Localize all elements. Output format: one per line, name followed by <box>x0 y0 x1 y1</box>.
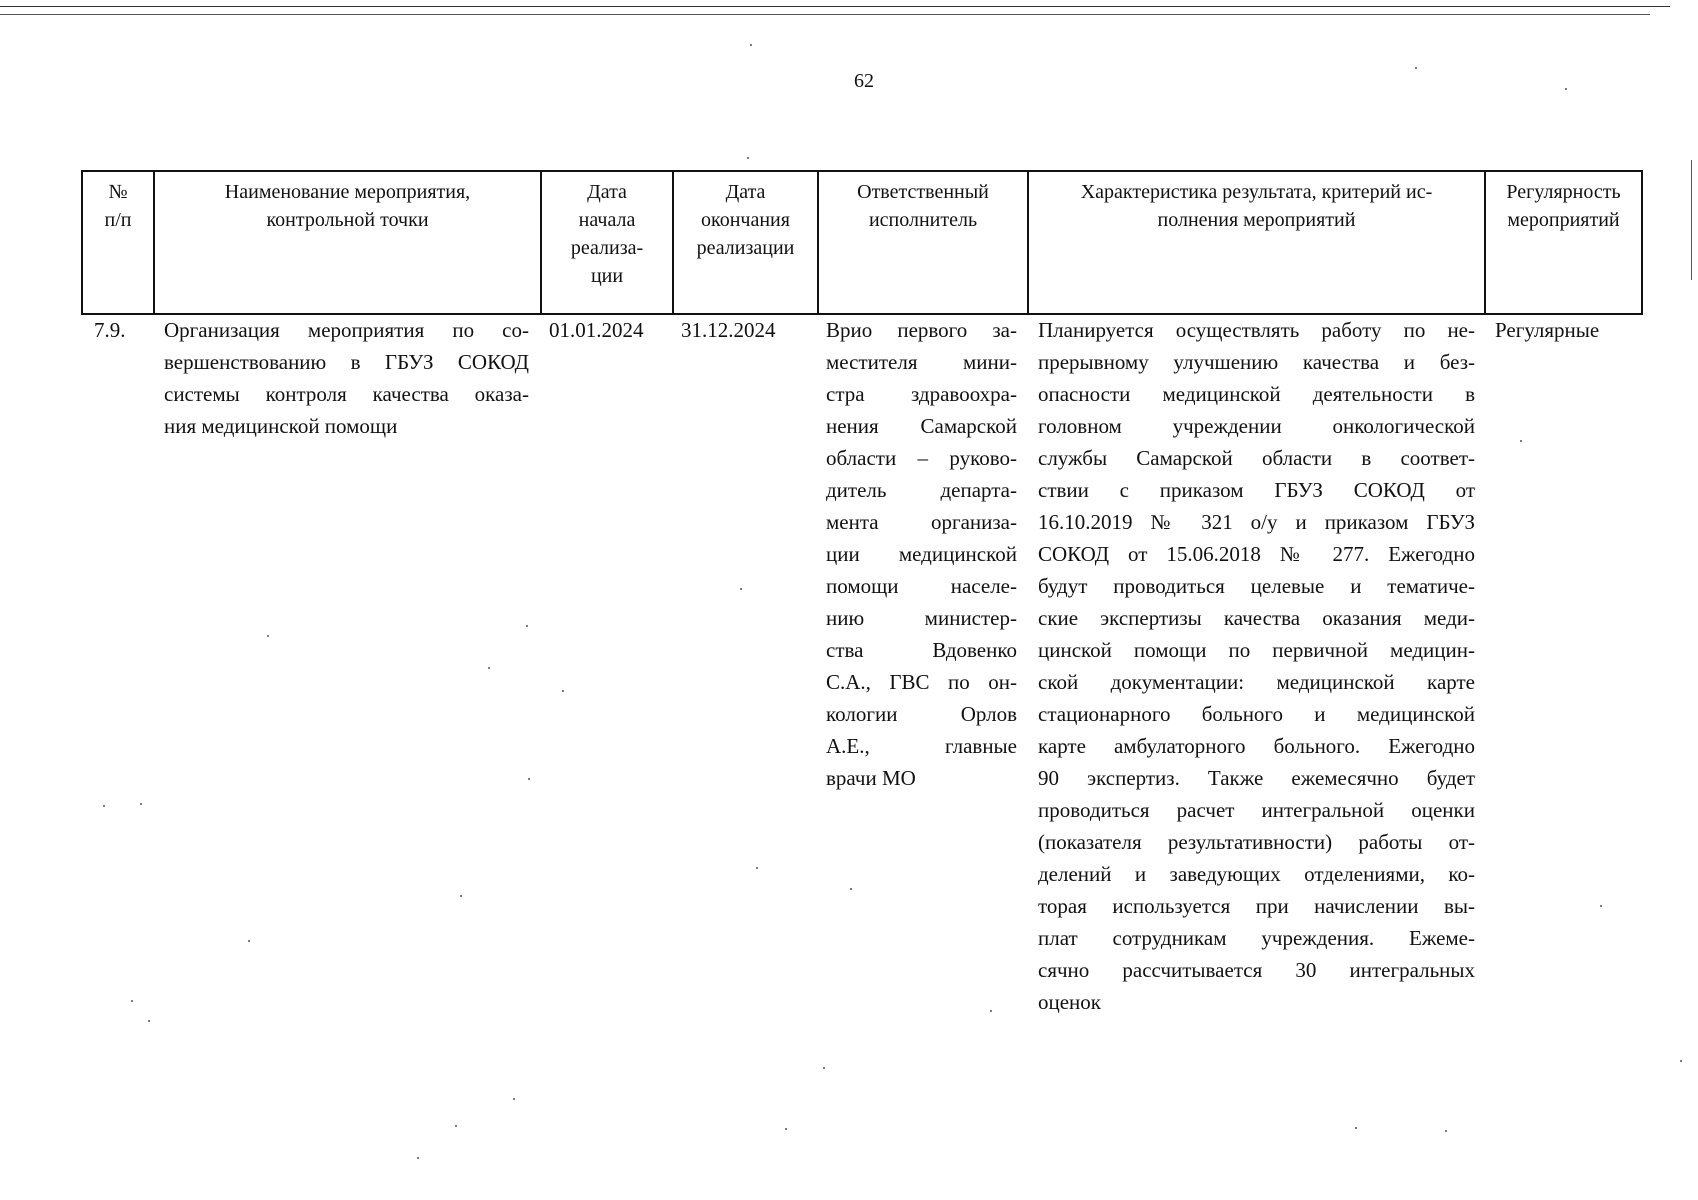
row-regularity: Регулярные <box>1495 318 1600 342</box>
header-end-date: Дата окончания реализации <box>696 181 795 259</box>
header-result: Характеристика результата, критерий ис- полнения мероприятий <box>1080 181 1433 231</box>
page-number: 62 <box>854 70 874 92</box>
header-regularity: Регулярность мероприятий <box>1506 181 1621 231</box>
header-name: Наименование мероприятия, контрольной точки <box>224 181 471 231</box>
header-responsible: Ответственный исполнитель <box>857 181 989 231</box>
top-border-line <box>0 6 1670 7</box>
top-border-line <box>0 14 1650 15</box>
table-header <box>81 170 1643 315</box>
row-start-date: 01.01.2024 <box>549 318 644 342</box>
row-end-date: 31.12.2024 <box>681 318 776 342</box>
row-responsible: Врио первого за- местителя мини- стра здравоохра- нения Самарской области – руково- дитель департа- мента организа- ции медицинской помощи населе- нию министер- ства Вдовенко С.А., ГВС по он- кологии Орлов А.Е., главные врачи МО <box>826 318 1017 790</box>
scan-edge-line <box>1691 160 1692 280</box>
header-start-date: Дата начала реализа- ции <box>570 181 644 287</box>
header-number: № п/п <box>104 181 132 231</box>
row-event-name: Организация мероприятия по со- вершенствованию в ГБУЗ СОКОД системы контроля качества оказа- ния медицинской помощи <box>164 318 529 438</box>
row-result: Планируется осуществлять работу по не- прерывному улучшению качества и без- опасности медицинской деятельности в головном учреждении онкологической службы Самарской области в соответ- ствии с приказом ГБУЗ СОКОД от 16.10.2019 № 321 о/у и приказом ГБУЗ СОКОД от 15.06.2018 № 277. Ежегодно будут проводиться целевые и тематиче- ские экспертизы качества оказания меди- цинской помощи по первичной медицин- ской документации: медицинской карте стационарного больного и медицинской карте амбулаторного больного. Ежегодно 90 экспертиз. Также ежемесячно будет проводиться расчет интегральной оценки (показателя результативности) работы от- делений и заведующих отделениями, ко- торая используется при начислении вы- плат сотрудникам учреждения. Ежеме- сячно рассчитывается 30 интегральных оценок <box>1038 318 1475 1014</box>
row-number: 7.9. <box>94 318 126 342</box>
